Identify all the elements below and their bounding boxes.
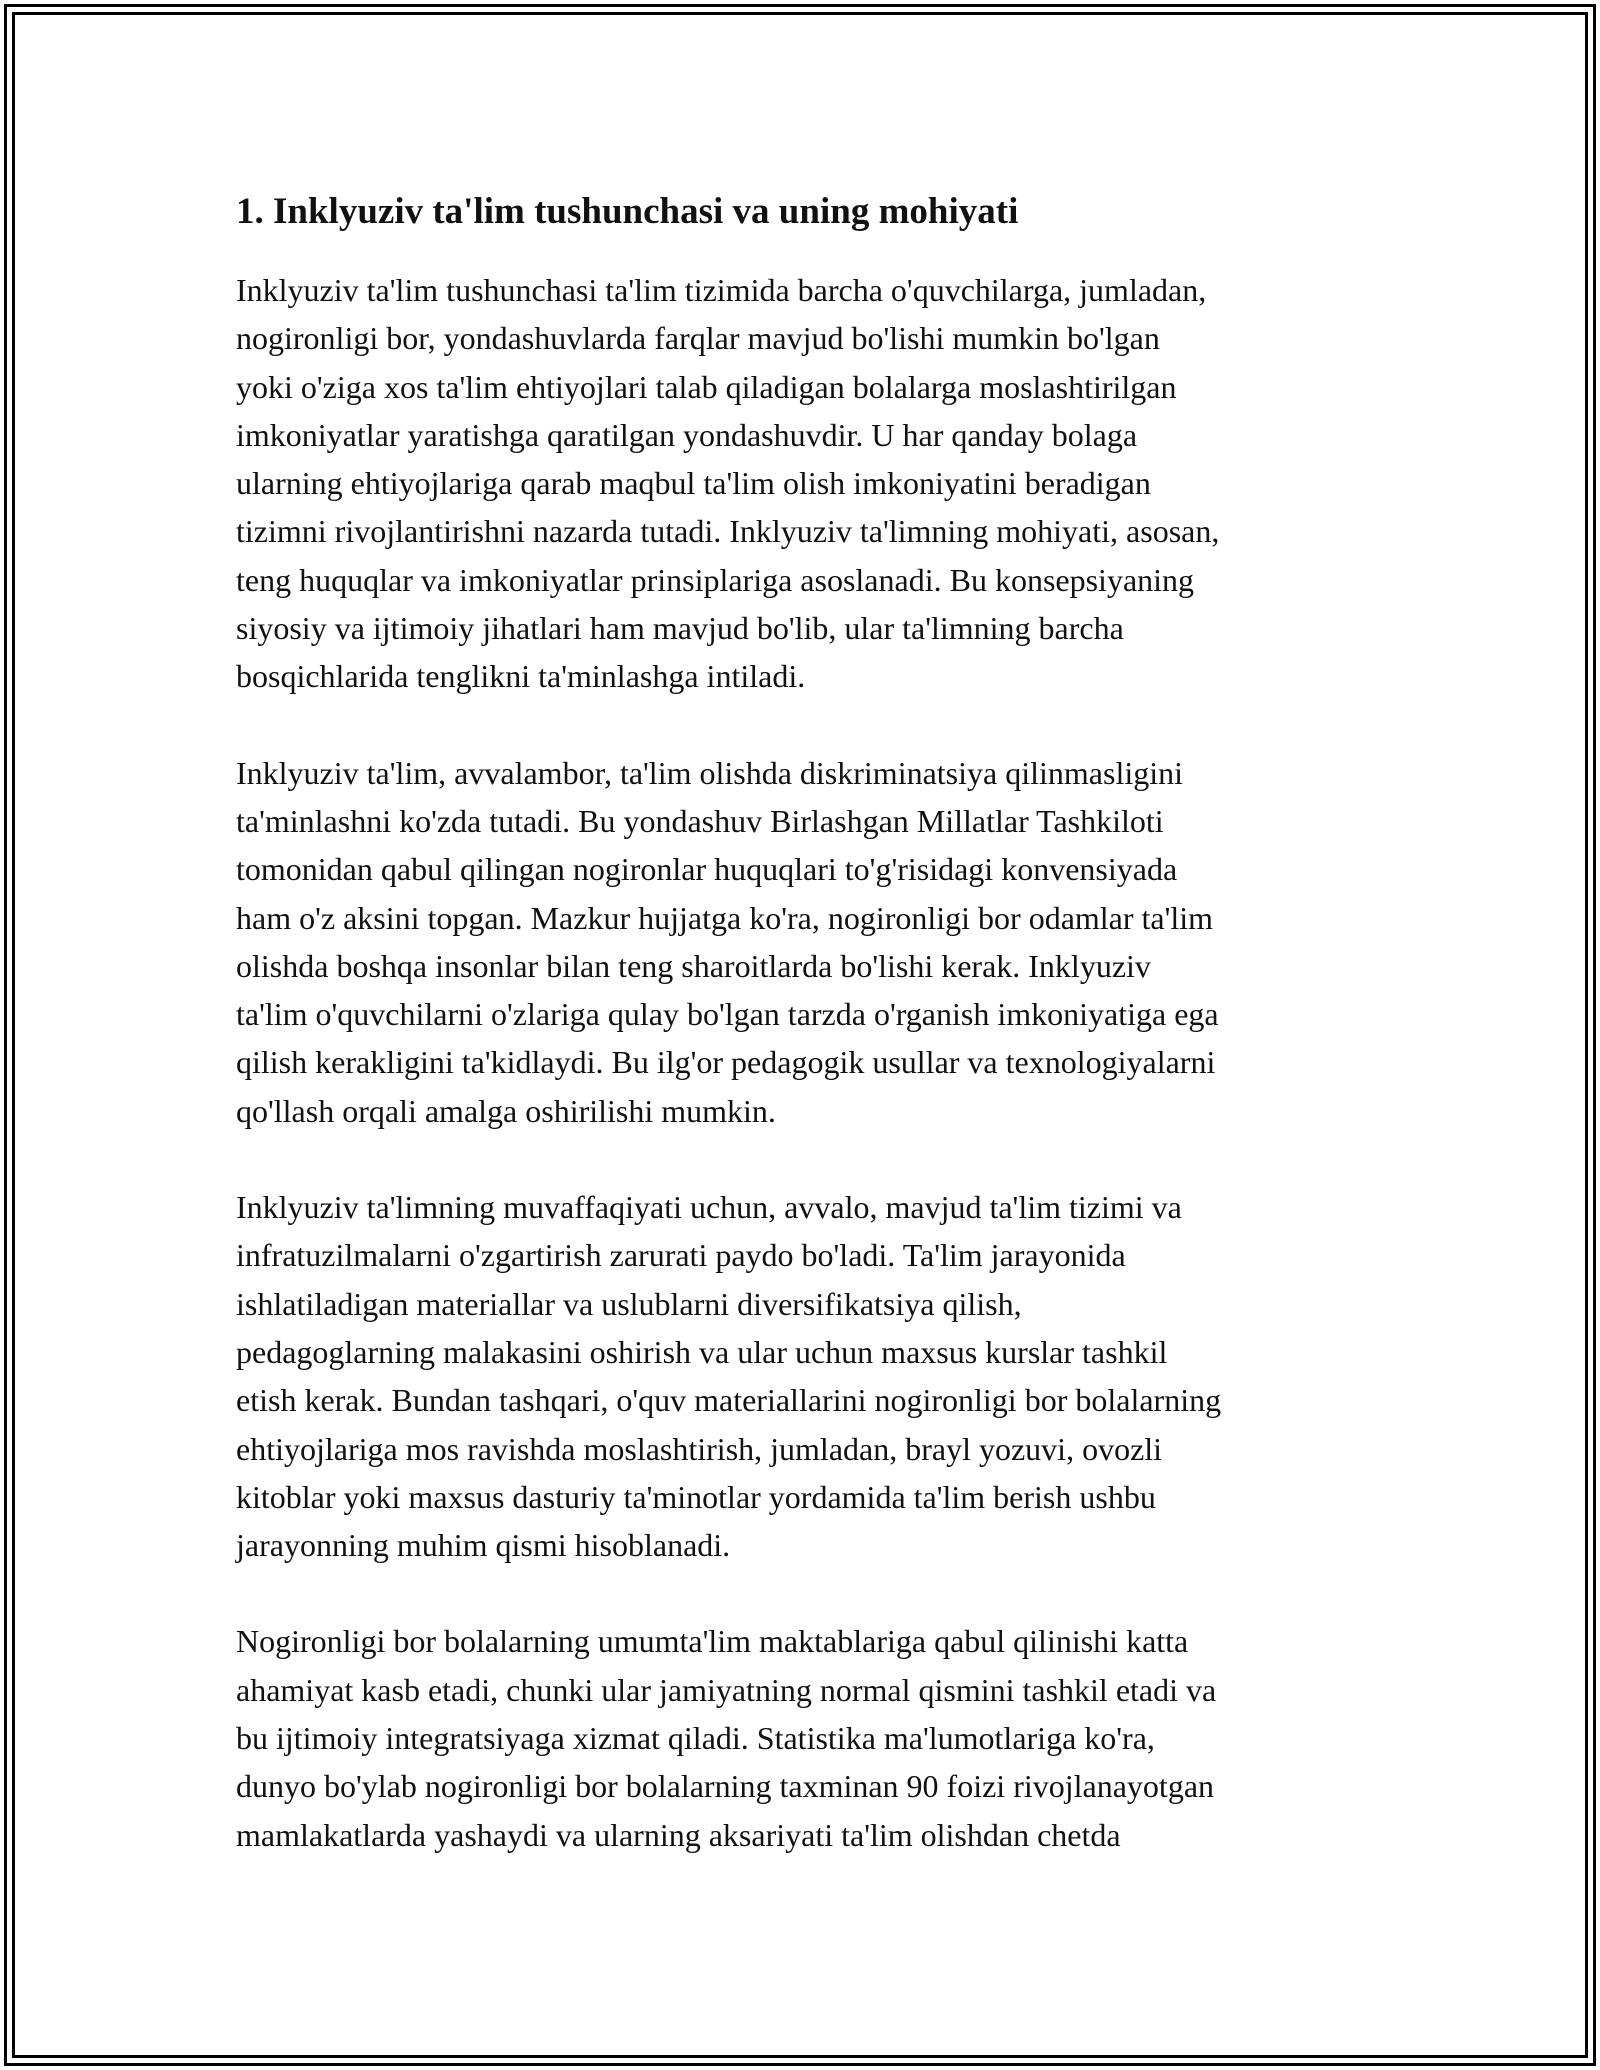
text-line: bu ijtimoiy integratsiyaga xizmat qiladi. Statistika ma'lumotlariga ko'ra,: [236, 1720, 1155, 1757]
text-line: etish kerak. Bundan tashqari, o'quv materiallarini nogironligi bor bolalarning: [236, 1382, 1222, 1419]
text-line: yoki o'ziga xos ta'lim ehtiyojlari talab qiladigan bolalarga moslashtirilgan: [236, 368, 1177, 405]
text-line: nogironligi bor, yondashuvlarda farqlar mavjud bo'lishi mumkin bo'lgan: [236, 320, 1160, 357]
text-line: Inklyuziv ta'limning muvaffaqiyati uchun, avvalo, mavjud ta'lim tizimi va: [236, 1189, 1182, 1226]
text-line: bosqichlarida tenglikni ta'minlashga intiladi.: [236, 658, 806, 695]
document-body: [236, 188, 1386, 1907]
text-line: siyosiy va ijtimoiy jihatlari ham mavjud bo'lib, ular ta'limning barcha: [236, 610, 1124, 647]
text-line: olishda boshqa insonlar bilan teng sharoitlarda bo'lishi kerak. Inklyuziv: [236, 947, 1151, 984]
text-line: ishlatiladigan materiallar va uslublarni diversifikatsiya qilish,: [236, 1285, 1022, 1322]
text-line: ahamiyat kasb etadi, chunki ular jamiyatning normal qismini tashkil etadi va: [236, 1671, 1217, 1708]
text-line: ham o'z aksini topgan. Mazkur hujjatga ko'ra, nogironligi bor odamlar ta'lim: [236, 899, 1214, 936]
text-line: qo'llash orqali amalga oshirilishi mumkin.: [236, 1092, 776, 1129]
paragraph-3: [236, 1183, 1386, 1569]
text-line: mamlakatlarda yashaydi va ularning aksariyati ta'lim olishdan chetda: [236, 1816, 1121, 1853]
text-line: Inklyuziv ta'lim, avvalambor, ta'lim olishda diskriminatsiya qilinmasligini: [236, 754, 1183, 791]
text-line: ta'lim o'quvchilarni o'zlariga qulay bo'lgan tarzda o'rganish imkoniyatiga ega: [236, 996, 1219, 1033]
text-line: qilish kerakligini ta'kidlaydi. Bu ilg'or pedagogik usullar va texnologiyalarni: [236, 1044, 1216, 1081]
text-line: infratuzilmalarni o'zgartirish zarurati paydo bo'ladi. Ta'lim jarayonida: [236, 1237, 1126, 1274]
text-line: kitoblar yoki maxsus dasturiy ta'minotlar yordamida ta'lim berish ushbu: [236, 1478, 1156, 1515]
paragraph-2: [236, 749, 1386, 1135]
text-line: ehtiyojlariga mos ravishda moslashtirish, jumladan, brayl yozuvi, ovozli: [236, 1430, 1163, 1467]
paragraph-4: [236, 1617, 1386, 1858]
paragraph-1: [236, 266, 1386, 701]
text-line: imkoniyatlar yaratishga qaratilgan yondashuvdir. U har qanday bolaga: [236, 416, 1138, 453]
text-line: dunyo bo'ylab nogironligi bor bolalarning taxminan 90 foizi rivojlanayotgan: [236, 1768, 1215, 1805]
text-line: ta'minlashni ko'zda tutadi. Bu yondashuv Birlashgan Millatlar Tashkiloti: [236, 802, 1164, 839]
text-line: tomonidan qabul qilingan nogironlar huquqlari to'g'risidagi konvensiyada: [236, 851, 1178, 888]
section-heading: 1. Inklyuziv ta'lim tushunchasi va uning mohiyati: [236, 191, 1019, 232]
text-line: Nogironligi bor bolalarning umumta'lim maktablariga qabul qilinishi katta: [236, 1623, 1189, 1660]
text-line: tizimni rivojlantirishni nazarda tutadi. Inklyuziv ta'limning mohiyati, asosan,: [236, 513, 1220, 550]
text-line: Inklyuziv ta'lim tushunchasi ta'lim tizimida barcha o'quvchilarga, jumladan,: [236, 272, 1207, 308]
text-line: jarayonning muhim qismi hisoblanadi.: [236, 1527, 731, 1564]
text-line: pedagoglarning malakasini oshirish va ular uchun maxsus kurslar tashkil: [236, 1333, 1168, 1370]
text-line: teng huquqlar va imkoniyatlar prinsiplariga asoslanadi. Bu konsepsiyaning: [236, 561, 1195, 598]
text-line: ularning ehtiyojlariga qarab maqbul ta'lim olish imkoniyatini beradigan: [236, 465, 1151, 502]
